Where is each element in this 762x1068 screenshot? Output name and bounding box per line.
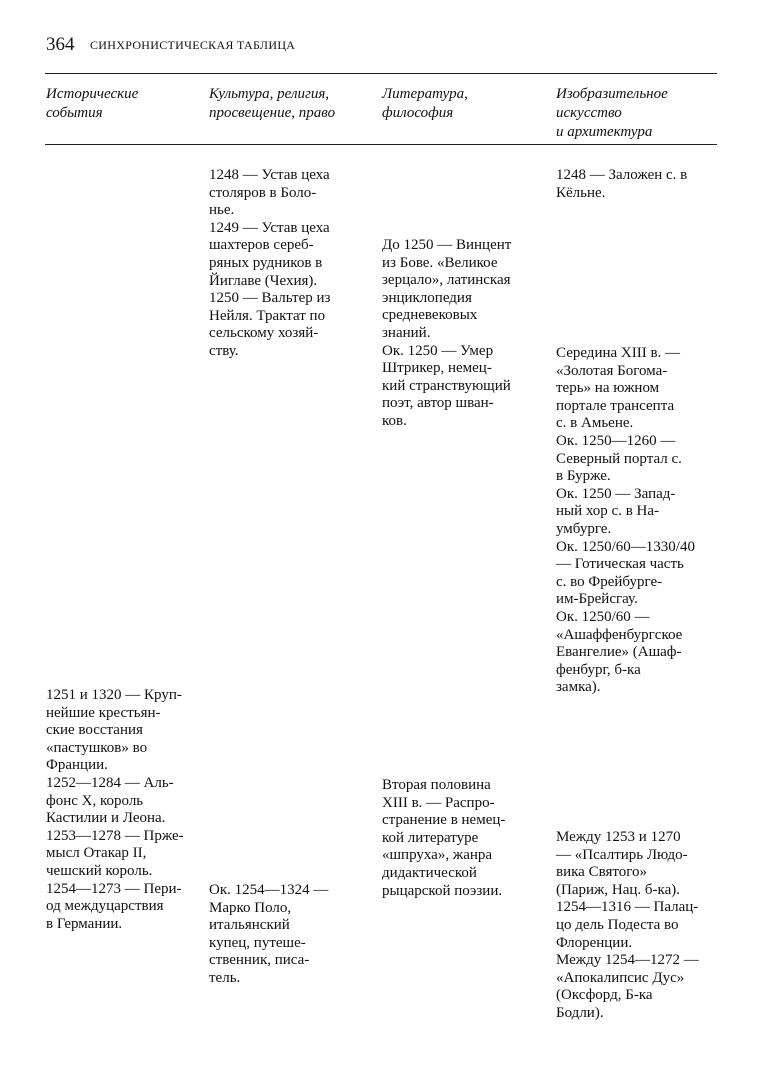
page-number: 364 xyxy=(46,34,75,55)
column-header-literature: Литература, философия xyxy=(382,86,468,121)
table-header-rule xyxy=(45,144,717,145)
historical-event-entry: 1251 и 1320 — Круп- нейшие крестьян- ские восстания «пастушков» во Франции. 1252—1284 — Аль- фонс X, король Кастилии и Леона. 1253—1278 — Прже- мысл Отакар II, чешский король. 1254—1273 — Пери- од междуцарствия в Германии. xyxy=(46,687,184,932)
column-header-historical-events: Исторические события xyxy=(46,86,139,121)
art-entry: Между 1253 и 1270 — «Псалтирь Людо- вика Святого» (Париж, Нац. б-ка). 1254—1316 — Палац- цо дель Подеста во Флоренции. Между 1254—1272 — «Апокалипсис Дус» (Оксфорд, Б-ка Бодли). xyxy=(556,829,699,1021)
running-title: СИНХРОНИСТИЧЕСКАЯ ТАБЛИЦА xyxy=(90,38,296,52)
literature-entry: До 1250 — Винцент из Бове. «Великое зерцало», латинская энциклопедия средневековых знаний. Ок. 1250 — Умер Штрикер, немец- кий странствующий поэт, автор шван- ков. xyxy=(382,237,512,429)
literature-entry: Вторая половина XIII в. — Распро- странение в немец- кой литературе «шпруха», жанра дидактической рыцарской поэзии. xyxy=(382,777,506,899)
culture-entry: 1248 — Устав цеха столяров в Боло- нье. 1249 — Устав цеха шахтеров сереб- ряных рудников в Йиглаве (Чехия). 1250 — Вальтер из Нейля. Трактат по сельскому хозяй- ству. xyxy=(209,167,331,359)
art-entry: 1248 — Заложен с. в Кёльне. xyxy=(556,167,688,201)
table-top-rule xyxy=(45,73,717,74)
culture-entry: Ок. 1254—1324 — Марко Поло, итальянский купец, путеше- ственник, писа- тель. xyxy=(209,882,329,986)
art-entry: Середина XIII в. — «Золотая Богома- терь» на южном портале трансепта с. в Амьене. Ок. 1250—1260 — Северный портал с. в Бурже. Ок. 1250 — Запад- ный хор с. в На- умбурге. Ок. 1250/60—1330/40 — Готическая часть с. во Фрейбурге- им-Брейсгау. Ок. 1250/60 — «Ашаффенбургское Евангелие» (Ашаф- фенбург, б-ка замка). xyxy=(556,345,695,696)
column-header-art: Изобразительное искусство и архитектура xyxy=(556,86,668,140)
column-header-culture: Культура, религия, просвещение, право xyxy=(209,86,336,121)
